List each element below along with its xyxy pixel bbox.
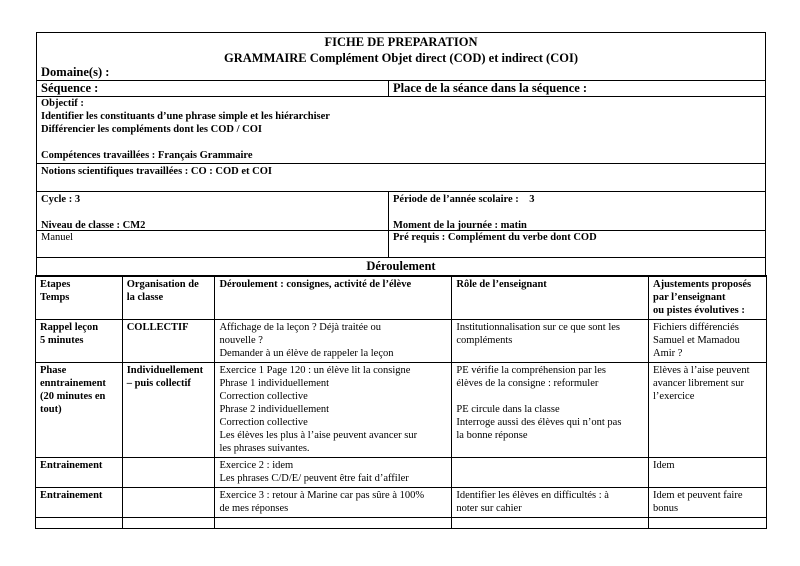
sequence-row <box>37 80 765 96</box>
text-line: l’exercice <box>653 391 695 402</box>
text-line: COLLECTIF <box>126 322 189 333</box>
table-row <box>36 458 767 488</box>
deroulement-table <box>35 275 767 529</box>
text-line: PE circule dans la classe <box>456 404 560 415</box>
table-row <box>36 363 767 458</box>
text-line: Déroulement : consignes, activité de l’élève <box>219 279 412 290</box>
text-line <box>41 206 388 219</box>
competences-text: Compétences travaillées : Français Grammaire <box>41 150 253 161</box>
table-header-row <box>36 276 767 320</box>
objectif-cell <box>37 96 765 163</box>
organisation-cell <box>122 518 215 529</box>
table-row-empty <box>36 518 767 529</box>
etape-cell <box>36 488 123 518</box>
text-line: Correction collective <box>219 391 308 402</box>
text-line: Rappel leçon <box>40 322 99 333</box>
prerequis-text: Pré requis : Complément du verbe dont COD <box>393 232 597 243</box>
text-line: Fichiers différenciés <box>653 322 739 333</box>
objectif-line: Différencier les compléments dont les COD / COI <box>41 124 262 135</box>
text-line: Samuel et Mamadou <box>653 335 740 346</box>
text-line: Les phrases C/D/E/ peuvent être fait d’affiler <box>219 473 409 484</box>
notions-cell <box>37 163 765 191</box>
column-header-etapes <box>36 276 123 320</box>
manuel-prerequis-row <box>37 230 765 257</box>
text-line: compléments <box>456 335 513 346</box>
deroulement-cell <box>215 363 452 458</box>
text-line: Elèves à l’aise peuvent <box>653 365 750 376</box>
text-line: la bonne réponse <box>456 430 528 441</box>
table-row <box>36 488 767 518</box>
text-line: PE vérifie la compréhension par les <box>456 365 606 376</box>
text-line: Interroge aussi des élèves qui n’ont pas <box>456 417 622 428</box>
text-line: Identifier les élèves en difficultés : à <box>456 490 609 501</box>
cycle-text: Cycle : 3 <box>41 194 81 205</box>
text-line: Exercice 3 : retour à Marine car pas sûre à 100% <box>219 490 425 501</box>
text-line: Amir ? <box>653 348 683 359</box>
text-line: Organisation de <box>126 279 199 290</box>
text-line: noter sur cahier <box>456 503 522 514</box>
domaine-label: Domaine(s) : <box>41 65 110 79</box>
deroulement-cell <box>215 320 452 363</box>
text-line: Correction collective <box>219 417 308 428</box>
text-line: Ajustements proposés <box>653 279 752 290</box>
organisation-cell <box>122 488 215 518</box>
text-line: Idem <box>653 460 675 471</box>
preparation-sheet <box>36 32 766 529</box>
text-line: Affichage de la leçon ? Déjà traitée ou <box>219 322 382 333</box>
text-line: Exercice 2 : idem <box>219 460 294 471</box>
text-line: Entrainement <box>40 490 103 501</box>
column-header-ajustements <box>649 276 767 320</box>
etape-cell <box>36 320 123 363</box>
manuel-text: Manuel <box>37 231 389 257</box>
etape-cell <box>36 363 123 458</box>
text-line: 5 minutes <box>40 335 84 346</box>
text-line: enntrainement <box>40 378 106 389</box>
text-line: – puis collectif <box>126 378 191 389</box>
deroulement-cell <box>215 488 452 518</box>
column-header-organisation <box>122 276 215 320</box>
text-line: Individuellement <box>126 365 204 376</box>
text-line: Rôle de l’enseignant <box>456 279 547 290</box>
text-line: bonus <box>653 503 679 514</box>
cycle-periode-row <box>37 191 765 230</box>
role-cell <box>452 363 649 458</box>
deroulement-cell <box>215 458 452 488</box>
role-cell <box>452 320 649 363</box>
text-line: Temps <box>40 292 70 303</box>
niveau-text: Niveau de classe : CM2 <box>41 220 146 231</box>
text-line: tout) <box>40 404 62 415</box>
text-line: nouvelle ? <box>219 335 263 346</box>
sheet-subtitle: GRAMMAIRE Complément Objet direct (COD) et indirect (COI) <box>224 51 578 65</box>
moment-text: Moment de la journée : matin <box>393 220 527 231</box>
ajustements-cell <box>649 363 767 458</box>
role-cell <box>452 488 649 518</box>
objectif-label: Objectif : <box>41 98 84 109</box>
text-line: Exercice 1 Page 120 : un élève lit la consigne <box>219 365 411 376</box>
text-line: Institutionnalisation sur ce que sont les <box>456 322 620 333</box>
table-row <box>36 320 767 363</box>
sequence-label: Séquence : <box>37 81 389 96</box>
organisation-cell <box>122 320 215 363</box>
text-line: Entrainement <box>40 460 103 471</box>
text-line: Idem et peuvent faire <box>653 490 743 501</box>
text-line: Les élèves les plus à l’aise peuvent avancer sur <box>219 430 418 441</box>
text-line: avancer librement sur <box>653 378 744 389</box>
text-line: Demander à un élève de rappeler la leçon <box>219 348 394 359</box>
text-line: par l’enseignant <box>653 292 726 303</box>
text-line: ou pistes évolutives : <box>653 305 745 316</box>
column-header-role <box>452 276 649 320</box>
notions-text: Notions scientifiques travaillées : CO : COD et COI <box>41 166 272 177</box>
role-cell <box>452 518 649 529</box>
text-line: Phase <box>40 365 67 376</box>
text-line: Etapes <box>40 279 71 290</box>
deroulement-cell <box>215 518 452 529</box>
column-header-deroulement <box>215 276 452 320</box>
role-cell <box>452 458 649 488</box>
ajustements-cell <box>649 320 767 363</box>
sheet-title: FICHE DE PREPARATION <box>324 35 478 49</box>
text-line <box>456 390 644 403</box>
text-line: (20 minutes en <box>40 391 106 402</box>
periode-text: Période de l’année scolaire : 3 <box>393 194 535 205</box>
place-seance-label: Place de la séance dans la séquence : <box>393 81 588 95</box>
text-line <box>393 206 765 219</box>
text-line <box>41 136 765 149</box>
text-line: la classe <box>126 292 164 303</box>
text-line: les phrases suivantes. <box>219 443 310 454</box>
etape-cell <box>36 518 123 529</box>
organisation-cell <box>122 363 215 458</box>
text-line: élèves de la consigne : reformuler <box>456 378 599 389</box>
ajustements-cell <box>649 518 767 529</box>
text-line: de mes réponses <box>219 503 289 514</box>
text-line: Phrase 2 individuellement <box>219 404 330 415</box>
organisation-cell <box>122 458 215 488</box>
ajustements-cell <box>649 458 767 488</box>
text-line: Phrase 1 individuellement <box>219 378 330 389</box>
objectif-line: Identifier les constituants d’une phrase simple et les hiérarchiser <box>41 111 330 122</box>
ajustements-cell <box>649 488 767 518</box>
etape-cell <box>36 458 123 488</box>
deroulement-title: Déroulement <box>37 257 765 275</box>
sheet-header <box>37 32 765 66</box>
